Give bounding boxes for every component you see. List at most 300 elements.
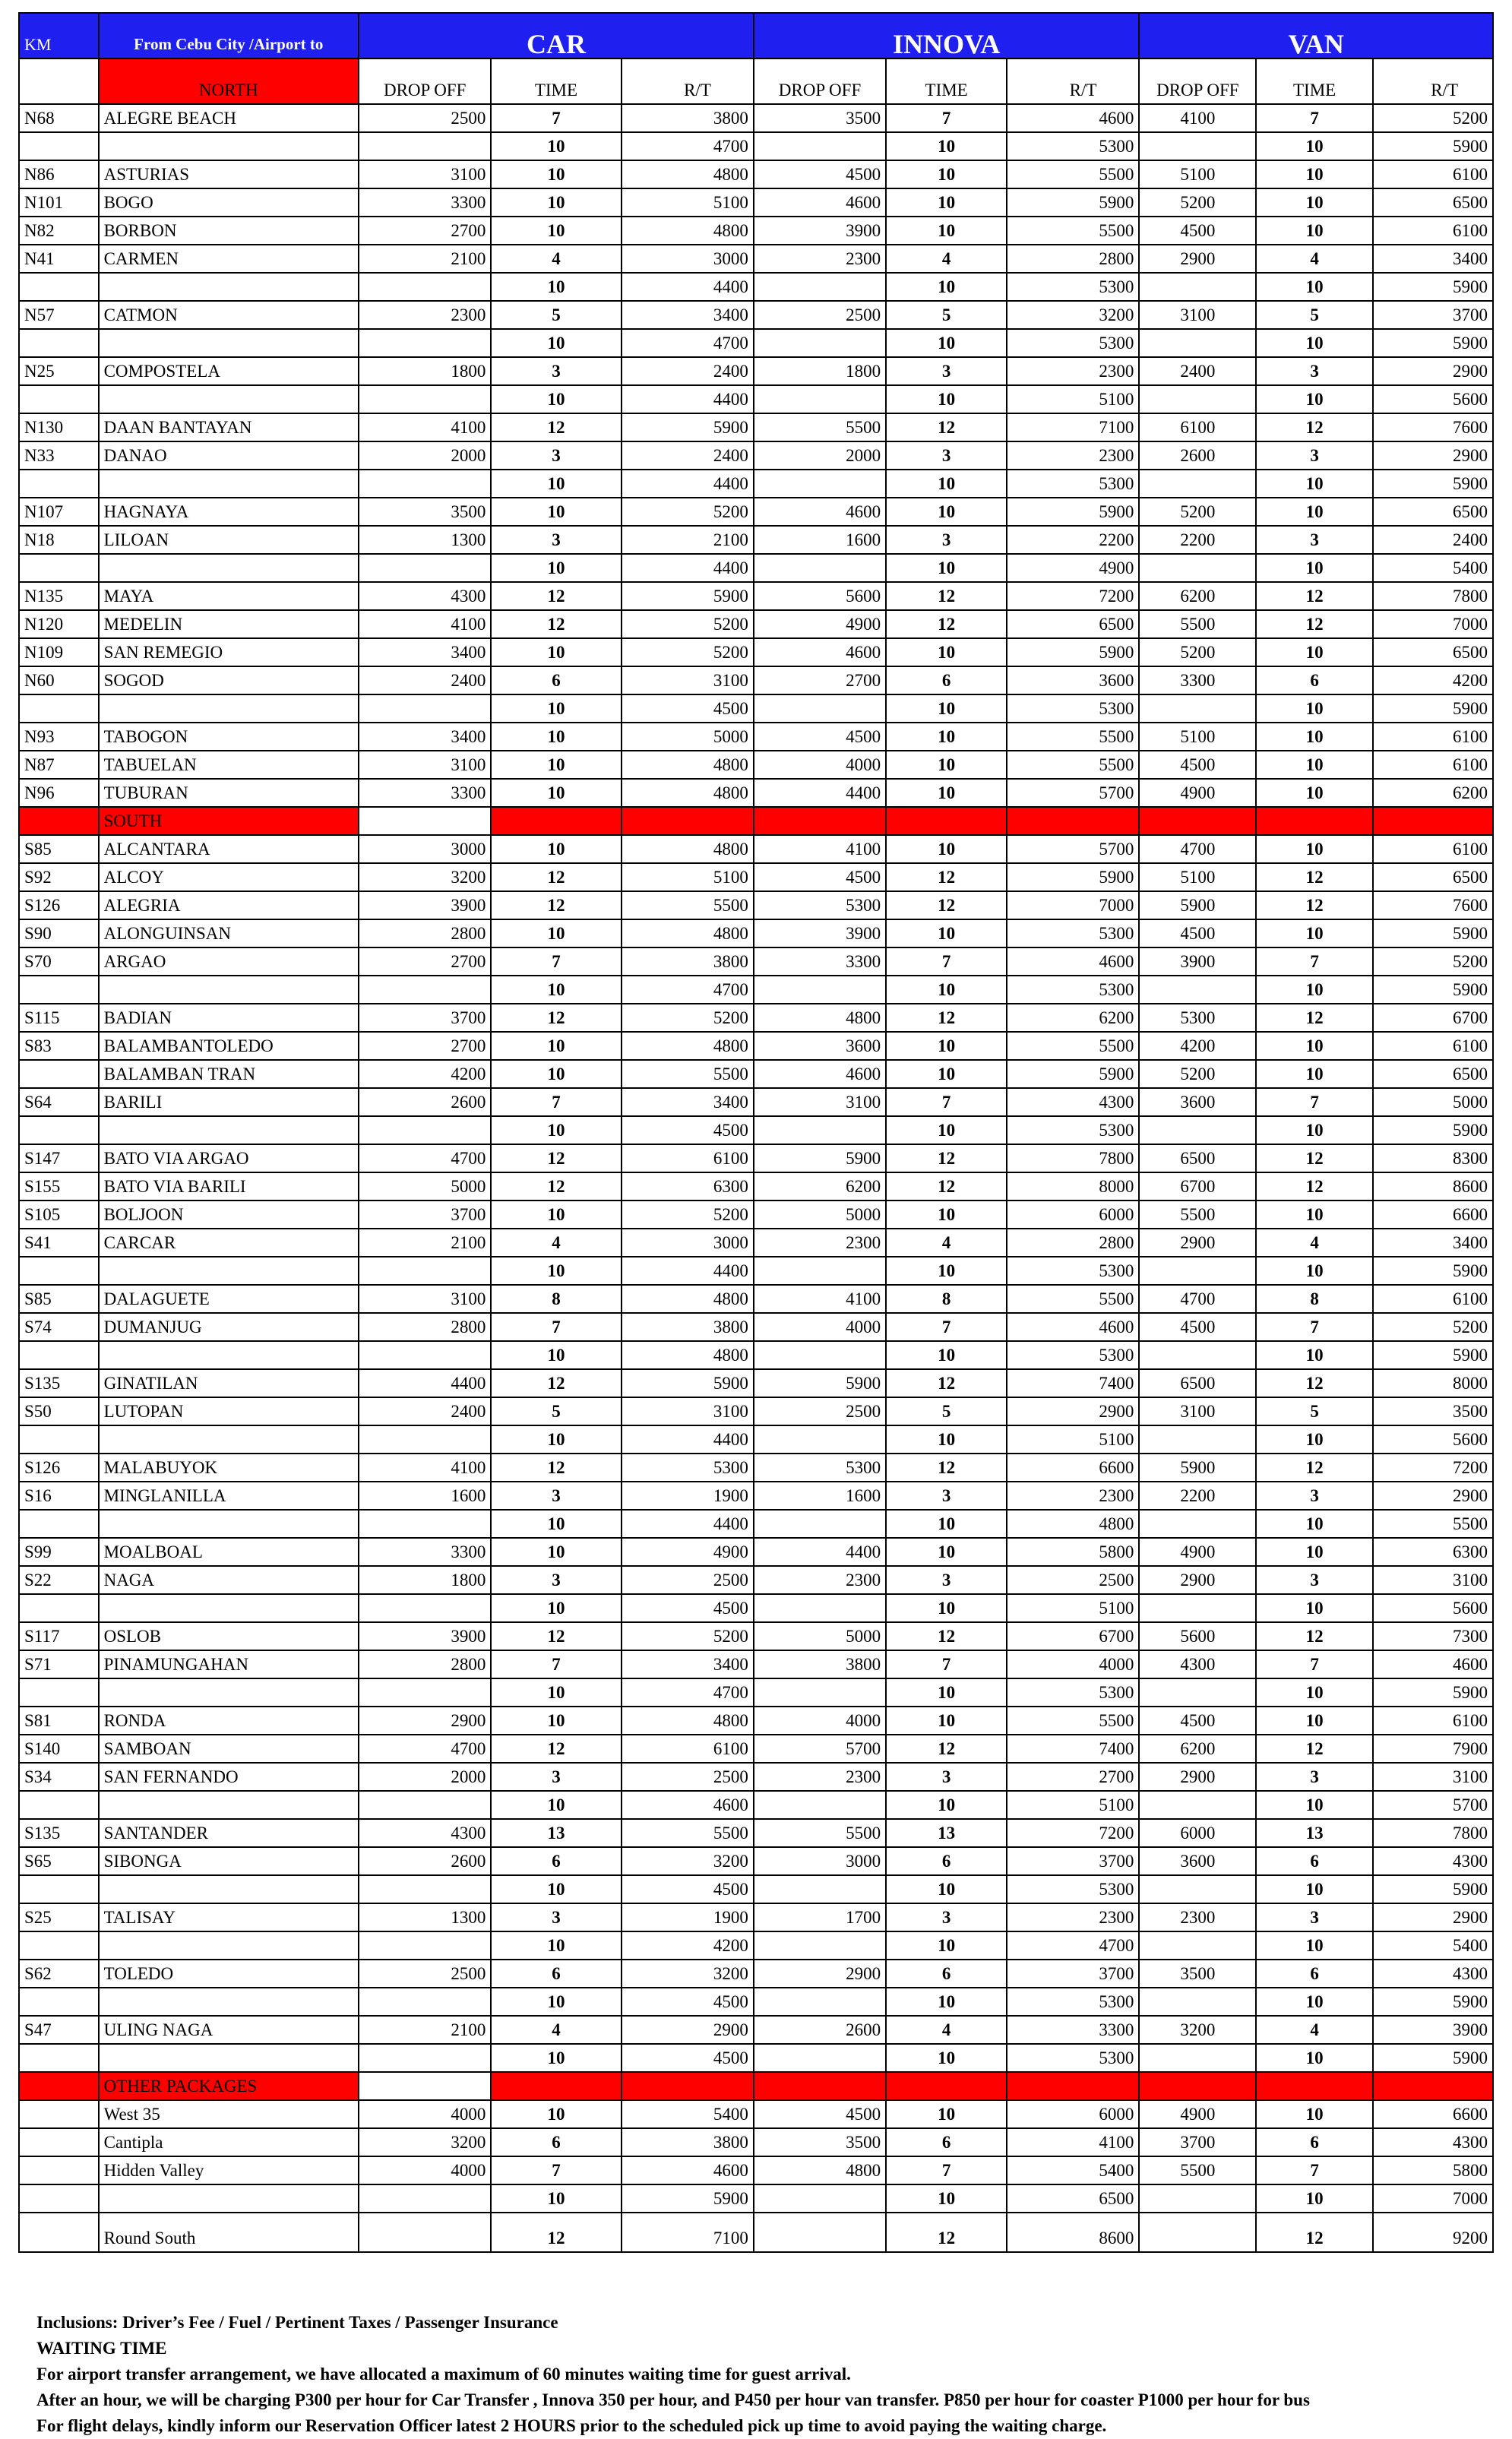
innova-dropoff-cell: 2900: [754, 1960, 886, 1988]
table-row: [19, 723, 1493, 751]
van-dropoff-cell: 5200: [1139, 1060, 1256, 1088]
inclusions-text: Inclusions: Driver’s Fee / Fuel / Pertinent Taxes / Passenger Insurance: [36, 2313, 558, 2332]
van-rt-cell: 2900: [1373, 357, 1493, 385]
innova-rt-cell: 5400: [1007, 2156, 1139, 2184]
car-rt-cell: 3800: [622, 104, 754, 132]
innova-time-cell: 5: [886, 301, 1007, 329]
van-dropoff-cell: 2400: [1139, 357, 1256, 385]
car-dropoff-cell: 2100: [359, 245, 491, 273]
van-time-cell: 3: [1256, 357, 1373, 385]
car-rt-cell: 3000: [622, 245, 754, 273]
km-blank: [19, 59, 99, 104]
innova-dropoff-cell: 5000: [754, 1201, 886, 1229]
innova-rt-cell: 5100: [1007, 385, 1139, 413]
km-cell: N101: [19, 188, 99, 217]
innova-time-cell: 3: [886, 1763, 1007, 1791]
innova-dropoff-cell: 1600: [754, 526, 886, 554]
van-time-cell: 12: [1256, 1454, 1373, 1482]
car-dropoff-cell: 3900: [359, 1622, 491, 1650]
car-dropoff-cell: 1300: [359, 526, 491, 554]
car-time-cell: 4: [491, 245, 621, 273]
car-time-cell: 12: [491, 863, 621, 891]
van-dropoff-cell: 5100: [1139, 863, 1256, 891]
innova-time-cell: 4: [886, 1229, 1007, 1257]
destination-cell: DUMANJUG: [99, 1313, 359, 1341]
van-time-cell: 7: [1256, 1088, 1373, 1116]
table-row: [19, 160, 1493, 188]
km-cell: [19, 2128, 99, 2156]
car-rt-cell: 4400: [622, 470, 754, 498]
table-row: [19, 976, 1493, 1004]
innova-dropoff-cell: 3900: [754, 919, 886, 947]
innova-rt-cell: 5300: [1007, 132, 1139, 160]
car-dropoff-cell: 2400: [359, 1397, 491, 1425]
table-row: [19, 1960, 1493, 1988]
van-rt-cell: 5900: [1373, 1875, 1493, 1903]
car-time-cell: 5: [491, 1397, 621, 1425]
innova-time-cell: 13: [886, 1819, 1007, 1847]
car-time-cell: 12: [491, 1004, 621, 1032]
car-time-cell: 10: [491, 1875, 621, 1903]
innova-dropoff-cell: [754, 273, 886, 301]
car-dropoff-cell: 4300: [359, 582, 491, 610]
innova-time-cell: 10: [886, 1875, 1007, 1903]
car-time-cell: 10: [491, 1931, 621, 1960]
table-row: [19, 835, 1493, 863]
section-km-cell: [19, 807, 99, 835]
destination-cell: MINGLANILLA: [99, 1482, 359, 1510]
innova-dropoff-cell: 4100: [754, 835, 886, 863]
van-dropoff-cell: 5100: [1139, 723, 1256, 751]
km-cell: S92: [19, 863, 99, 891]
innova-dropoff-cell: [754, 1931, 886, 1960]
destination-cell: ALEGRE BEACH: [99, 104, 359, 132]
destination-cell: Round South: [99, 2213, 359, 2252]
destination-cell: ALCOY: [99, 863, 359, 891]
section-fill-cell: [1139, 2072, 1256, 2100]
innova-dropoff-cell: 3500: [754, 104, 886, 132]
car-dropoff-cell: [359, 273, 491, 301]
km-cell: S70: [19, 947, 99, 976]
table-row: [19, 863, 1493, 891]
van-rt-cell: 3900: [1373, 2016, 1493, 2044]
innova-dropoff-cell: 4000: [754, 751, 886, 779]
destination-cell: ALEGRIA: [99, 891, 359, 919]
car-rt-cell: 5500: [622, 891, 754, 919]
km-cell: S140: [19, 1735, 99, 1763]
km-cell: S155: [19, 1172, 99, 1201]
table-row: [19, 441, 1493, 470]
innova-dropoff-cell: [754, 1341, 886, 1369]
van-time-cell: 3: [1256, 1566, 1373, 1594]
innova-dropoff-cell: [754, 1425, 886, 1454]
innova-rt-cell: 5300: [1007, 1116, 1139, 1144]
car-dropoff-cell: 4000: [359, 2156, 491, 2184]
van-rt-cell: 5900: [1373, 2044, 1493, 2072]
car-rt-cell: 5300: [622, 1454, 754, 1482]
innova-dropoff-cell: 4500: [754, 160, 886, 188]
innova-time-cell: 10: [886, 723, 1007, 751]
innova-time-cell: 10: [886, 1257, 1007, 1285]
car-dropoff-cell: 4700: [359, 1144, 491, 1172]
van-rt-cell: 5600: [1373, 1425, 1493, 1454]
innova-time-cell: 10: [886, 160, 1007, 188]
table-row: [19, 751, 1493, 779]
innova-time-cell: 10: [886, 132, 1007, 160]
innova-rt-cell: 3200: [1007, 301, 1139, 329]
km-cell: [19, 132, 99, 160]
waiting-note-3: For flight delays, kindly inform our Reservation Officer latest 2 HOURS prior to the scheduled pick up time to avoid paying the waiting charge.: [36, 2416, 1107, 2435]
destination-cell: [99, 132, 359, 160]
van-dropoff-cell: [1139, 1931, 1256, 1960]
van-time-cell: 7: [1256, 104, 1373, 132]
km-cell: [19, 470, 99, 498]
destination-cell: [99, 1594, 359, 1622]
destination-cell: BALAMBAN TRAN: [99, 1060, 359, 1088]
van-rt-cell: 3100: [1373, 1566, 1493, 1594]
innova-time-cell: 12: [886, 863, 1007, 891]
destination-cell: DALAGUETE: [99, 1285, 359, 1313]
car-dropoff-cell: 4400: [359, 1369, 491, 1397]
car-dropoff-cell: [359, 470, 491, 498]
van-time-header: TIME: [1256, 59, 1373, 104]
car-time-cell: 12: [491, 2213, 621, 2252]
van-rt-cell: 5900: [1373, 132, 1493, 160]
destination-cell: BOLJOON: [99, 1201, 359, 1229]
van-dropoff-cell: 5500: [1139, 610, 1256, 638]
innova-rt-cell: 3700: [1007, 1847, 1139, 1875]
innova-dropoff-cell: 4500: [754, 2100, 886, 2128]
car-dropoff-cell: 3000: [359, 835, 491, 863]
van-dropoff-cell: 4700: [1139, 835, 1256, 863]
innova-rt-cell: 5500: [1007, 1707, 1139, 1735]
van-rt-cell: 5600: [1373, 1594, 1493, 1622]
innova-dropoff-cell: [754, 1875, 886, 1903]
van-rt-cell: 5200: [1373, 104, 1493, 132]
car-time-cell: 5: [491, 301, 621, 329]
innova-header: INNOVA: [754, 13, 1140, 59]
destination-cell: MEDELIN: [99, 610, 359, 638]
van-dropoff-cell: 6100: [1139, 413, 1256, 441]
innova-dropoff-cell: 5900: [754, 1144, 886, 1172]
van-dropoff-cell: 5300: [1139, 1004, 1256, 1032]
car-dropoff-cell: 1800: [359, 357, 491, 385]
van-time-cell: 5: [1256, 1397, 1373, 1425]
innova-dropoff-cell: 4400: [754, 779, 886, 807]
car-time-header: TIME: [491, 59, 621, 104]
km-cell: [19, 1931, 99, 1960]
section-row: [19, 807, 1493, 835]
destination-cell: West 35: [99, 2100, 359, 2128]
van-rt-cell: 5800: [1373, 2156, 1493, 2184]
innova-rt-cell: 5100: [1007, 1425, 1139, 1454]
car-time-cell: 6: [491, 1847, 621, 1875]
van-rt-cell: 8600: [1373, 1172, 1493, 1201]
car-time-cell: 7: [491, 2156, 621, 2184]
van-dropoff-cell: 4500: [1139, 1707, 1256, 1735]
car-rt-cell: 4800: [622, 1285, 754, 1313]
van-rt-cell: 5900: [1373, 1116, 1493, 1144]
car-rt-cell: 4600: [622, 1791, 754, 1819]
car-dropoff-cell: 4100: [359, 413, 491, 441]
car-rt-cell: 4500: [622, 2044, 754, 2072]
van-time-cell: 10: [1256, 554, 1373, 582]
car-rt-cell: 4800: [622, 160, 754, 188]
innova-time-cell: 10: [886, 498, 1007, 526]
km-cell: S126: [19, 1454, 99, 1482]
van-dropoff-cell: 3900: [1139, 947, 1256, 976]
van-rt-cell: 6700: [1373, 1004, 1493, 1032]
van-time-cell: 4: [1256, 1229, 1373, 1257]
car-time-cell: 10: [491, 1116, 621, 1144]
van-rt-cell: 7200: [1373, 1454, 1493, 1482]
van-dropoff-cell: [1139, 2213, 1256, 2252]
destination-cell: BATO VIA BARILI: [99, 1172, 359, 1201]
destination-cell: SOGOD: [99, 666, 359, 694]
innova-rt-cell: 5300: [1007, 694, 1139, 723]
car-rt-cell: 3100: [622, 666, 754, 694]
section-fill-cell: [886, 807, 1007, 835]
rate-table: [18, 12, 1494, 2253]
car-rt-cell: 4500: [622, 1988, 754, 2016]
table-row: [19, 1144, 1493, 1172]
km-cell: [19, 2184, 99, 2213]
innova-rt-cell: 2900: [1007, 1397, 1139, 1425]
car-time-cell: 3: [491, 357, 621, 385]
innova-rt-cell: 7100: [1007, 413, 1139, 441]
car-dropoff-cell: 3100: [359, 160, 491, 188]
car-dropoff-cell: 4700: [359, 1735, 491, 1763]
table-row: [19, 1988, 1493, 2016]
destination-cell: SAN REMEGIO: [99, 638, 359, 666]
km-cell: N130: [19, 413, 99, 441]
km-cell: S85: [19, 835, 99, 863]
car-dropoff-cell: 2900: [359, 1707, 491, 1735]
van-dropoff-cell: [1139, 694, 1256, 723]
van-dropoff-cell: 5200: [1139, 638, 1256, 666]
section-fill-cell: [886, 2072, 1007, 2100]
innova-dropoff-cell: 3300: [754, 947, 886, 976]
car-time-cell: 10: [491, 470, 621, 498]
innova-dropoff-cell: 1600: [754, 1482, 886, 1510]
van-dropoff-cell: 6200: [1139, 1735, 1256, 1763]
innova-rt-cell: 5500: [1007, 723, 1139, 751]
innova-time-cell: 3: [886, 526, 1007, 554]
car-dropoff-cell: [359, 2213, 491, 2252]
innova-time-cell: 10: [886, 1341, 1007, 1369]
van-time-cell: 10: [1256, 385, 1373, 413]
car-time-cell: 12: [491, 582, 621, 610]
van-rt-cell: 4600: [1373, 1650, 1493, 1678]
van-dropoff-cell: 2600: [1139, 441, 1256, 470]
car-rt-cell: 4700: [622, 1678, 754, 1707]
innova-rt-cell: 2300: [1007, 357, 1139, 385]
van-time-cell: 4: [1256, 2016, 1373, 2044]
innova-rt-cell: 6500: [1007, 2184, 1139, 2213]
table-row: [19, 1369, 1493, 1397]
van-rt-cell: 6200: [1373, 779, 1493, 807]
van-rt-cell: 2900: [1373, 1903, 1493, 1931]
destination-cell: BORBON: [99, 217, 359, 245]
car-dropoff-cell: [359, 2184, 491, 2213]
van-rt-cell: 2400: [1373, 526, 1493, 554]
van-time-cell: 7: [1256, 1313, 1373, 1341]
van-time-cell: 10: [1256, 1116, 1373, 1144]
car-time-cell: 10: [491, 554, 621, 582]
header-row-top: [19, 13, 1493, 59]
innova-dropoff-cell: 3600: [754, 1032, 886, 1060]
car-time-cell: 7: [491, 947, 621, 976]
km-cell: S62: [19, 1960, 99, 1988]
innova-time-cell: 10: [886, 779, 1007, 807]
car-dropoff-header: DROP OFF: [359, 59, 491, 104]
innova-dropoff-cell: 2700: [754, 666, 886, 694]
km-cell: N96: [19, 779, 99, 807]
innova-dropoff-cell: [754, 694, 886, 723]
car-time-cell: 6: [491, 2128, 621, 2156]
section-dropoff-cell: [359, 2072, 491, 2100]
destination-cell: TABOGON: [99, 723, 359, 751]
km-cell: N87: [19, 751, 99, 779]
van-time-cell: 10: [1256, 160, 1373, 188]
table-row: [19, 1791, 1493, 1819]
innova-dropoff-cell: 4600: [754, 638, 886, 666]
table-row: [19, 1454, 1493, 1482]
km-cell: S50: [19, 1397, 99, 1425]
km-cell: [19, 329, 99, 357]
destination-cell: SAN FERNANDO: [99, 1763, 359, 1791]
innova-dropoff-cell: 5500: [754, 413, 886, 441]
km-cell: [19, 1594, 99, 1622]
van-rt-cell: 5500: [1373, 1510, 1493, 1538]
van-dropoff-cell: 6700: [1139, 1172, 1256, 1201]
van-time-cell: 10: [1256, 2044, 1373, 2072]
car-time-cell: 12: [491, 1144, 621, 1172]
van-time-cell: 10: [1256, 694, 1373, 723]
innova-rt-cell: 5300: [1007, 2044, 1139, 2072]
table-row: [19, 1735, 1493, 1763]
km-cell: [19, 1791, 99, 1819]
destination-cell: [99, 2184, 359, 2213]
van-time-cell: 10: [1256, 2184, 1373, 2213]
table-row: [19, 666, 1493, 694]
innova-time-cell: 10: [886, 470, 1007, 498]
van-dropoff-cell: [1139, 1988, 1256, 2016]
table-row: [19, 188, 1493, 217]
table-row: [19, 1510, 1493, 1538]
table-row: [19, 1650, 1493, 1678]
innova-time-cell: 10: [886, 1425, 1007, 1454]
km-header: KM: [19, 13, 99, 59]
innova-dropoff-cell: 4500: [754, 723, 886, 751]
innova-dropoff-cell: [754, 329, 886, 357]
table-row: [19, 2213, 1493, 2252]
innova-dropoff-cell: 2600: [754, 2016, 886, 2044]
innova-rt-cell: 6200: [1007, 1004, 1139, 1032]
innova-rt-cell: 5900: [1007, 863, 1139, 891]
innova-time-cell: 10: [886, 1988, 1007, 2016]
km-cell: [19, 1875, 99, 1903]
van-rt-cell: 6100: [1373, 835, 1493, 863]
van-dropoff-cell: 3100: [1139, 301, 1256, 329]
car-time-cell: 3: [491, 526, 621, 554]
innova-rt-cell: 5300: [1007, 1257, 1139, 1285]
section-fill-cell: [754, 2072, 886, 2100]
destination-cell: BALAMBANTOLEDO: [99, 1032, 359, 1060]
destination-cell: [99, 1341, 359, 1369]
car-time-cell: 12: [491, 891, 621, 919]
innova-time-cell: 7: [886, 947, 1007, 976]
innova-dropoff-cell: 4100: [754, 1285, 886, 1313]
van-rt-cell: 8300: [1373, 1144, 1493, 1172]
car-dropoff-cell: [359, 1257, 491, 1285]
table-row: [19, 526, 1493, 554]
van-time-cell: 7: [1256, 2156, 1373, 2184]
innova-time-cell: 3: [886, 357, 1007, 385]
innova-dropoff-cell: 4800: [754, 2156, 886, 2184]
car-rt-cell: 4200: [622, 1931, 754, 1960]
van-time-cell: 12: [1256, 1369, 1373, 1397]
van-time-cell: 10: [1256, 1707, 1373, 1735]
van-rt-cell: 3400: [1373, 1229, 1493, 1257]
table-row: [19, 891, 1493, 919]
innova-time-cell: 7: [886, 2156, 1007, 2184]
innova-rt-cell: 7200: [1007, 1819, 1139, 1847]
innova-time-cell: 12: [886, 1144, 1007, 1172]
car-rt-cell: 4800: [622, 1707, 754, 1735]
car-time-cell: 12: [491, 413, 621, 441]
km-cell: S90: [19, 919, 99, 947]
van-time-cell: 12: [1256, 891, 1373, 919]
table-row: [19, 1201, 1493, 1229]
car-dropoff-cell: 3400: [359, 638, 491, 666]
car-rt-cell: 5900: [622, 582, 754, 610]
car-rt-cell: 3800: [622, 2128, 754, 2156]
innova-rt-cell: 2800: [1007, 245, 1139, 273]
car-time-cell: 10: [491, 385, 621, 413]
innova-time-cell: 7: [886, 1650, 1007, 1678]
car-dropoff-cell: 3100: [359, 1285, 491, 1313]
km-cell: S41: [19, 1229, 99, 1257]
km-cell: [19, 1678, 99, 1707]
van-rt-cell: 2900: [1373, 441, 1493, 470]
van-rt-cell: 5900: [1373, 329, 1493, 357]
car-dropoff-cell: [359, 1875, 491, 1903]
innova-dropoff-cell: 3800: [754, 1650, 886, 1678]
van-dropoff-cell: [1139, 2044, 1256, 2072]
car-header: CAR: [359, 13, 754, 59]
table-body: [19, 13, 1493, 2252]
van-dropoff-cell: 4900: [1139, 1538, 1256, 1566]
van-time-cell: 3: [1256, 526, 1373, 554]
destination-cell: MOALBOAL: [99, 1538, 359, 1566]
car-rt-cell: 6100: [622, 1144, 754, 1172]
destination-cell: BADIAN: [99, 1004, 359, 1032]
car-dropoff-cell: 3900: [359, 891, 491, 919]
car-time-cell: 10: [491, 1341, 621, 1369]
innova-dropoff-cell: 1800: [754, 357, 886, 385]
van-rt-cell: 7300: [1373, 1622, 1493, 1650]
km-cell: S47: [19, 2016, 99, 2044]
van-time-cell: 10: [1256, 1791, 1373, 1819]
car-rt-cell: 3100: [622, 1397, 754, 1425]
van-dropoff-cell: 2300: [1139, 1903, 1256, 1931]
innova-dropoff-cell: 3000: [754, 1847, 886, 1875]
car-dropoff-cell: 2000: [359, 1763, 491, 1791]
table-row: [19, 582, 1493, 610]
van-rt-cell: 5200: [1373, 1313, 1493, 1341]
section-fill-cell: [1373, 2072, 1493, 2100]
